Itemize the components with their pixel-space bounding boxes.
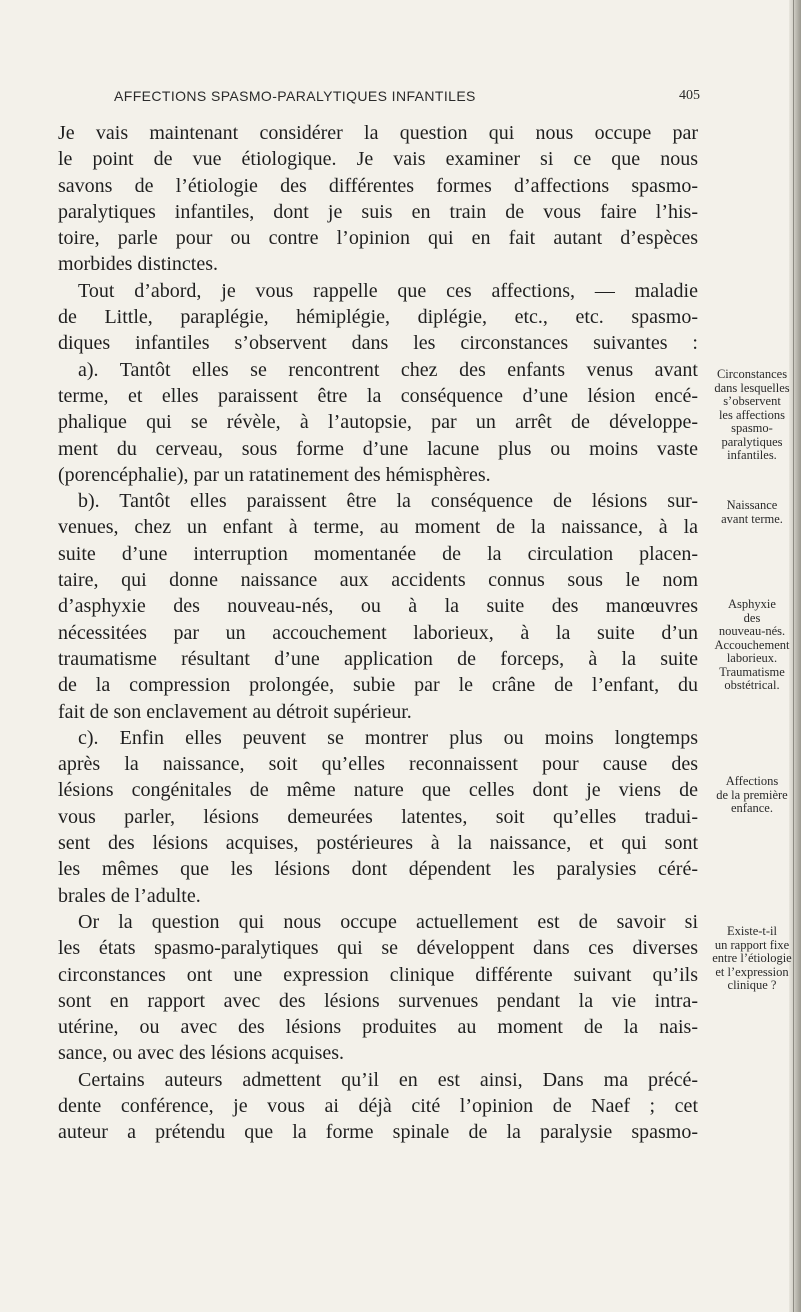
text-line: Tout d’abord, je vous rappelle que ces affections, — maladie [78,279,698,302]
text-line: venues, chez un enfant à terme, au moment de la naissance, à la [58,516,698,539]
text-line: sont en rapport avec des lésions survenues pendant la vie intra- [58,989,698,1012]
text-line: (porencéphalie), par un ratatinement des hémisphères. [58,463,491,486]
note-line: paralytiques [721,434,783,449]
text-line: phalique qui se révèle, à l’autopsie, par un arrêt de développe- [58,411,698,434]
note-line: un rapport fixe [714,937,790,952]
text-line: utérine, ou avec des lésions produites au moment de la nais- [58,1016,698,1039]
note-line: Circonstances [716,367,788,381]
note-line: s’observent [723,394,781,408]
text-line: toire, parle pour ou contre l’opinion qui en fait autant d’espèces [58,227,698,250]
text-line: b). Tantôt elles paraissent être la conséquence de lésions sur- [78,490,698,513]
note-line: Naissance [726,498,778,512]
text-line: terme, et elles paraissent être la conséquence d’une lésion encé- [58,384,698,407]
note-line: spasmo- [731,421,773,435]
note-line: infantiles. [727,448,777,462]
text-line: brales de l’adulte. [58,884,201,907]
text-line: le point de vue étiologique. Je vais examiner si ce que nous [58,148,698,171]
text-line: paralytiques infantiles, dont je suis en train de vous faire l’his- [58,200,698,223]
text-line: a). Tantôt elles se rencontrent chez des enfants venus avant [78,358,698,381]
text-line: d’asphyxie des nouveau-nés, ou à la suite des manœuvres [58,595,698,618]
margin-note [708,775,796,816]
text-line: savons de l’étiologie des différentes formes d’affections spasmo- [58,174,698,197]
text-line: traumatisme résultant d’une application de forceps, à la suite [58,647,698,670]
text-line: de Little, paraplégie, hémiplégie, diplégie, etc., etc. spasmo- [58,306,698,329]
note-line: obstétrical. [724,678,780,692]
running-header [58,88,700,108]
note-line: Affections [725,774,779,788]
text-line: Je vais maintenant considérer la question qui nous occupe par [58,122,698,144]
note-line: Accouchement [714,637,790,652]
margin-note [708,925,796,993]
margin-note [708,368,796,463]
margin-note [708,598,796,693]
page-number: 405 [679,88,700,103]
text-line: sent des lésions acquises, postérieures à la naissance, et qui sont [58,832,698,855]
note-line: Asphyxie [728,597,776,611]
text-line: Or la question qui nous occupe actuellement est de savoir si [78,910,698,933]
text-line: circonstances ont une expression clinique différente suivant qu’ils [58,963,698,986]
note-line: entre l’étiologie [712,951,792,965]
text-line: vous parler, lésions demeurées latentes, soit qu’elles tradui- [58,805,698,828]
note-line: les affections [718,407,786,422]
text-line: après la naissance, soit qu’elles reconnaissent pour cause des [58,753,698,776]
note-line: et l’expression [715,964,789,979]
text-line: nécessitées par un accouchement laborieux, à la suite d’un [58,621,698,644]
text-line: de la compression prolongée, subie par le crâne de l’enfant, du [58,674,698,697]
body-text [58,120,698,1146]
text-line: c). Enfin elles peuvent se montrer plus ou moins longtemps [78,726,698,749]
note-line: Existe-t-il [727,924,777,938]
text-line: lésions congénitales de même nature que celles dont je viens de [58,779,698,802]
text-line: morbides distinctes. [58,253,218,276]
note-line: de la première [716,787,788,802]
text-line: Certains auteurs admettent qu’il en est ainsi, Dans ma précé- [78,1068,698,1091]
text-line: fait de son enclavement au détroit supérieur. [58,700,412,723]
text-line: les mêmes que les lésions dont dépendent les paralysies céré- [58,858,698,881]
text-line: dente conférence, je vous ai déjà cité l’opinion de Naef ; cet [58,1094,698,1117]
text-line: ment du cerveau, sous forme d’une lacune plus ou moins vaste [58,437,698,460]
note-line: Traumatisme [719,664,785,679]
text-line: diques infantiles s’observent dans les circonstances suivantes : [58,332,698,355]
text-line: suite d’une interruption momentanée de la circulation placen- [58,542,698,565]
text-line: sance, ou avec des lésions acquises. [58,1042,345,1065]
note-line: enfance. [731,801,773,815]
note-line: dans lesquelles [714,380,790,395]
note-line: des [743,610,761,625]
text-line: les états spasmo-paralytiques qui se développent dans ces diverses [58,937,698,960]
note-line: avant terme. [721,511,783,526]
text-line: auteur a prétendu que la forme spinale de la paralysie spasmo- [58,1121,698,1144]
note-line: nouveau-nés. [718,624,786,638]
margin-note [708,499,796,526]
note-line: laborieux. [726,651,778,665]
note-line: clinique ? [727,978,777,992]
text-line: taire, qui donne naissance aux accidents connus sous le nom [58,569,698,592]
running-title: AFFECTIONS SPASMO-PARALYTIQUES INFANTILES [114,88,476,104]
